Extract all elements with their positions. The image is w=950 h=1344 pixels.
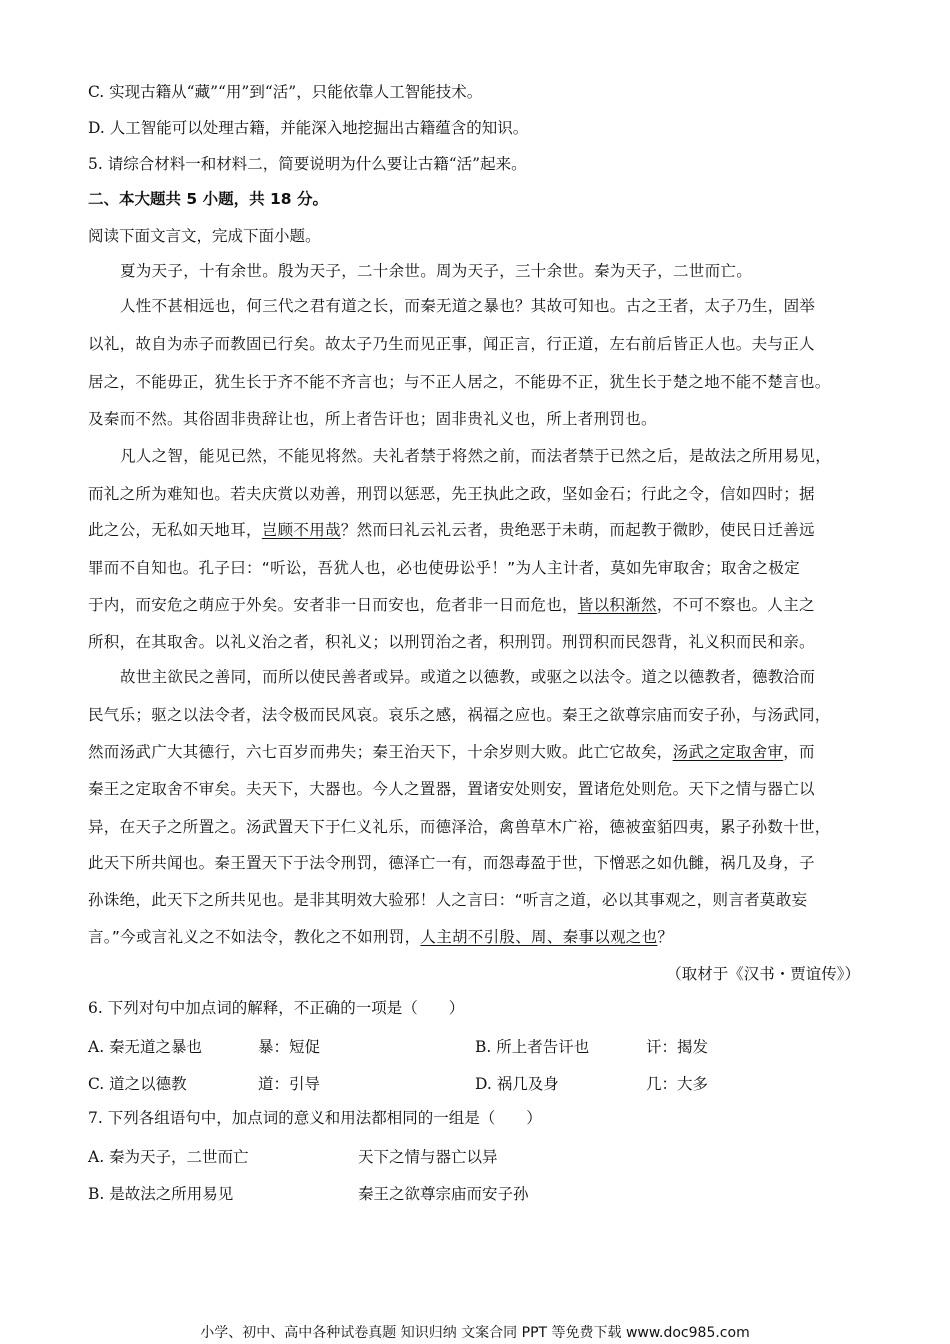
passage-p3-line3	[88, 520, 860, 540]
underlined-sentence: 皆以积渐然	[577, 596, 657, 614]
q6-option-c: C. 道之以德教	[88, 1075, 187, 1093]
passage-p3-line4: 罪而不自知也。孔子曰：“听讼，吾犹人也，必也使毋讼乎！”为人主计者，莫如先审取舍；取舍之极定	[88, 559, 800, 577]
question-6-stem: 6. 下列对句中加点词的解释，不正确的一项是（ ）	[88, 999, 465, 1017]
passage-p4-line6: 此天下所共闻也。秦王置天下于法令刑罚，德泽亡一有，而怨毒盈于世，下憎恶之如仇雠，祸几及身，子	[88, 854, 815, 872]
underlined-sentence: 岂顾不用哉	[261, 521, 341, 539]
passage-p4-line4: 秦王之定取舍不审矣。夫天下，大器也。今人之置器，置诸安处则安，置诸危处则危。天下之情与器亡以	[88, 780, 815, 798]
question-7-stem: 7. 下列各组语句中，加点词的意义和用法都相同的一组是（ ）	[88, 1109, 542, 1127]
passage-p4-line5: 异，在天子之所置之。汤武置天下于仁义礼乐，而德泽洽，禽兽草木广裕，德被蛮貊四夷，累子孙数十世，	[88, 818, 831, 836]
q6-option-d-gloss: 几：大多	[646, 1075, 709, 1093]
passage-text: ，而	[783, 743, 815, 761]
passage-p4-line1: 故世主欲民之善同，而所以使民善者或异。或道之以德教，或驱之以法令。道之以德教者，德教洽而	[120, 668, 816, 686]
q6-option-a-gloss: 暴：短促	[258, 1038, 321, 1056]
passage-text: ？然而曰礼云礼云者，贵绝恶于未萌，而起教于微眇，使民日迁善远	[340, 521, 815, 539]
passage-p4-line8	[88, 927, 860, 947]
passage-text: 于内，而安危之萌应于外矣。安者非一日而安也，危者非一日而危也，	[88, 596, 578, 614]
passage-p4-line3	[88, 742, 860, 762]
q6-option-c-gloss: 道：引导	[258, 1075, 321, 1093]
q6-option-b-gloss: 讦：揭发	[646, 1038, 709, 1056]
underlined-sentence: 人主胡不引殷、周、秦事以观之也	[420, 928, 658, 946]
q4-option-c: C. 实现古籍从“藏”“用”到“活”，只能依靠人工智能技术。	[88, 83, 483, 101]
passage-text: 然而汤武广大其德行，六七百岁而弗失；秦王治天下，十余岁则大败。此亡它故矣，	[88, 743, 673, 761]
passage-text: ，不可不察也。人主之	[656, 596, 815, 614]
question-5: 5. 请综合材料一和材料二，简要说明为什么要让古籍“活”起来。	[88, 155, 527, 173]
passage-p1: 夏为天子，十有余世。殷为天子，二十余世。周为天子，三十余世。秦为天子，二世而亡。	[120, 262, 753, 280]
q4-option-d: D. 人工智能可以处理古籍，并能深入地挖掘出古籍蕴含的知识。	[88, 119, 529, 137]
q6-option-b: B. 所上者告讦也	[475, 1038, 590, 1056]
passage-text: ？	[657, 928, 674, 946]
passage-p3-line6: 所积，在其取舍。以礼义治之者，积礼义；以刑罚治之者，积刑罚。刑罚积而民怨背，礼义积而民和亲。	[88, 633, 815, 651]
passage-source: （取材于《汉书・贾谊传》）	[666, 965, 860, 983]
passage-p3-line1: 凡人之智，能见已然，不能见将然。夫礼者禁于将然之前，而法者禁于已然之后，是故法之所用易见，	[120, 447, 832, 465]
section-heading: 二、本大题共 5 小题，共 18 分。	[88, 190, 328, 208]
q6-option-d: D. 祸几及身	[475, 1075, 559, 1093]
q6-option-a: A. 秦无道之暴也	[88, 1038, 203, 1056]
passage-p3-line5	[88, 595, 860, 615]
passage-text: 此之公，无私如天地耳，	[88, 521, 262, 539]
underlined-sentence: 汤武之定取舍审	[672, 743, 784, 761]
passage-text: 言。”今或言礼义之不如法令，教化之不如刑罚，	[88, 928, 421, 946]
passage-p2-line3: 居之，不能毋正，犹生长于齐不能不齐言也；与不正人居之，不能毋不正，犹生长于楚之地不能不楚言也。	[88, 373, 831, 391]
passage-p2-line2: 以礼，故自为赤子而教固已行矣。故太子乃生而见正事，闻正言，行正道，左右前后皆正人也。夫与正人	[88, 335, 815, 353]
q7-option-a-second: 天下之情与器亡以异	[358, 1148, 498, 1166]
page-footer: 小学、初中、高中各种试卷真题 知识归纳 文案合同 PPT 等免费下载 www.doc985.com	[200, 1325, 750, 1341]
passage-p3-line2: 而礼之所为难知也。若夫庆赏以劝善，刑罚以惩恶，先王执此之政，坚如金石；行此之令，信如四时；据	[88, 485, 815, 503]
q7-option-b-first: B. 是故法之所用易见	[88, 1185, 234, 1203]
q7-option-b-second: 秦王之欲尊宗庙而安子孙	[358, 1185, 529, 1203]
passage-p2-line1: 人性不甚相远也，何三代之君有道之长，而秦无道之暴也？其故可知也。古之王者，太子乃生，固举	[120, 297, 816, 315]
passage-p2-line4: 及秦而不然。其俗固非贵辞让也，所上者告讦也；固非贵礼义也，所上者刑罚也。	[88, 410, 657, 428]
passage-p4-line2: 民气乐；驱之以法令者，法令极而民风哀。哀乐之感，祸福之应也。秦王之欲尊宗庙而安子孙，与汤武同，	[88, 706, 831, 724]
q7-option-a-first: A. 秦为天子，二世而亡	[88, 1148, 249, 1166]
passage-p4-line7: 孙诛绝，此天下之所共见也。是非其明效大验邪！人之言曰：“听言之道，必以其事观之，则言者莫敢妄	[88, 891, 808, 909]
section-instruction: 阅读下面文言文，完成下面小题。	[88, 227, 321, 245]
